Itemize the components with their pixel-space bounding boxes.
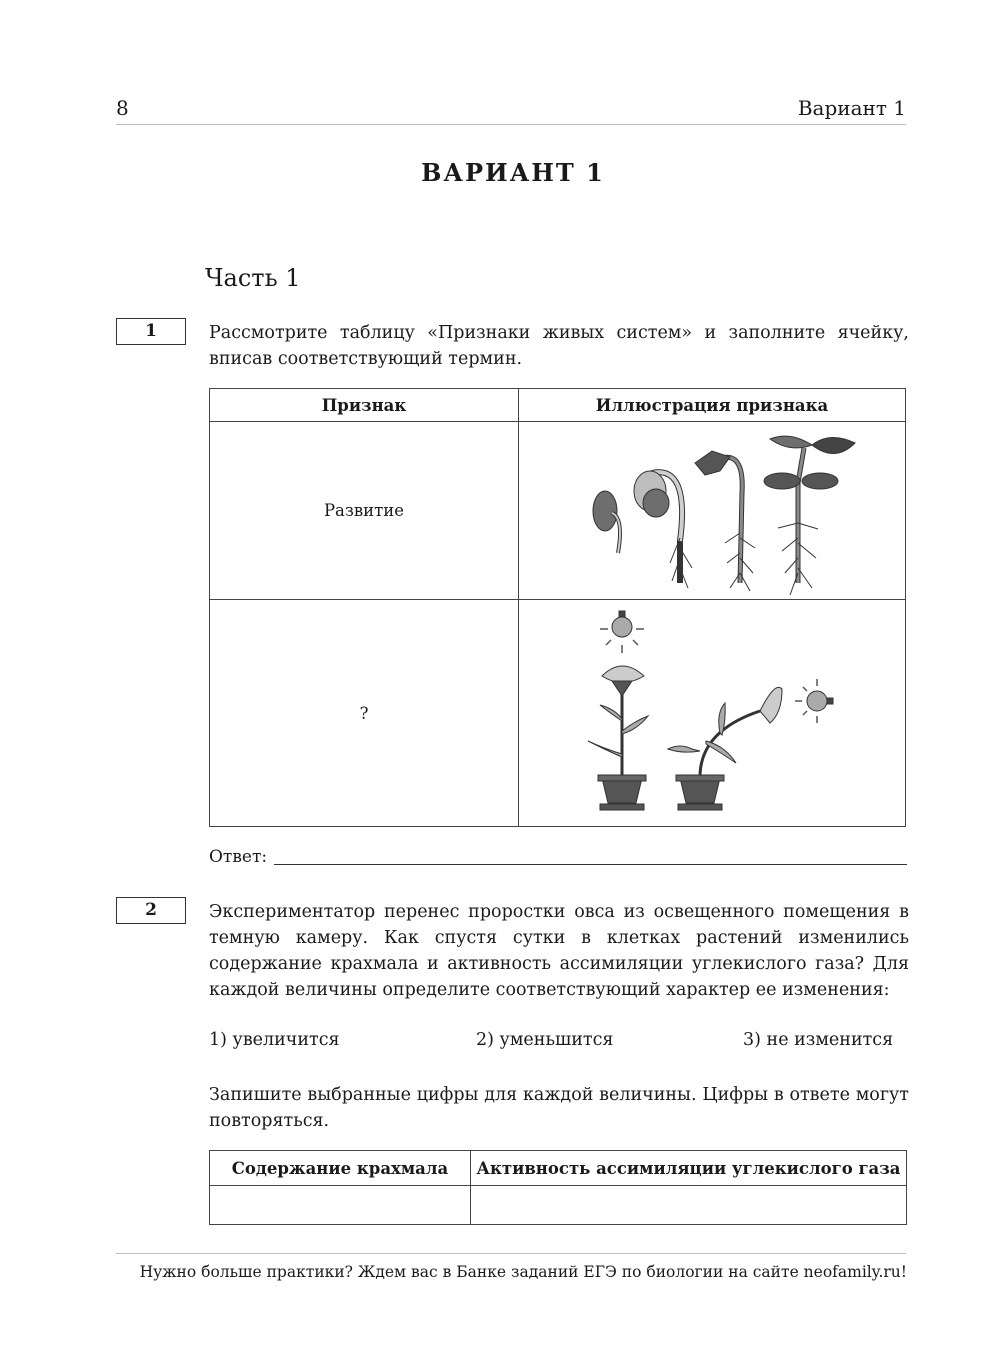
light-bulb-icon <box>795 679 833 723</box>
column-header: Содержание крахмала <box>210 1151 471 1186</box>
option-item: 2) уменьшится <box>476 1030 614 1050</box>
question-number-box: 1 <box>116 318 186 345</box>
sign-cell: ? <box>210 600 519 827</box>
sign-cell: Развитие <box>210 422 519 600</box>
page-title: ВАРИАНТ 1 <box>421 158 605 187</box>
phototropism-illustration <box>520 601 904 825</box>
table-row <box>210 1186 907 1225</box>
illustration-cell <box>519 600 906 827</box>
table-row <box>210 600 906 827</box>
header-divider <box>116 124 906 125</box>
answer-table <box>209 1150 907 1225</box>
footer-text: Нужно больше практики? Ждем вас в Банке заданий ЕГЭ по биологии на сайте neofamily.ru! <box>139 1263 907 1281</box>
option-item: 3) не изменится <box>743 1030 894 1050</box>
signs-table <box>209 388 906 827</box>
column-header: Иллюстрация признака <box>519 389 906 422</box>
table-row <box>210 422 906 600</box>
column-header: Активность ассимиляции углекислого газа <box>471 1151 907 1186</box>
page-number: 8 <box>116 96 129 120</box>
illustration-cell <box>519 422 906 600</box>
bean-seed-icon <box>593 491 617 531</box>
part-heading: Часть 1 <box>205 264 301 292</box>
answer-cell-starch[interactable] <box>210 1186 471 1225</box>
footer-divider <box>116 1253 906 1254</box>
column-header: Признак <box>210 389 519 422</box>
light-bulb-icon <box>600 611 644 653</box>
question-text: Рассмотрите таблицу «Признаки живых систем» и заполните ячейку, вписав соответствующий термин. <box>209 323 909 369</box>
answer-label: Ответ: <box>209 847 268 867</box>
running-title: Вариант 1 <box>797 96 906 120</box>
table-header-row <box>210 1151 907 1186</box>
option-item: 1) увеличится <box>209 1030 340 1050</box>
question-number-box: 2 <box>116 897 186 924</box>
table-header-row <box>210 389 906 422</box>
instruction-text: Запишите выбранные цифры для каждой величины. Цифры в ответе могут повторяться. <box>209 1085 909 1131</box>
answer-cell-co2[interactable] <box>471 1186 907 1225</box>
seedling-development-illustration <box>520 423 904 598</box>
question-text: Экспериментатор перенес проростки овса из освещенного помещения в темную камеру. Как спустя сутки в клетках растений изменились содержание крахмала и активность ассимиляции углекислого газа? Для каждой величины определите соответствующий характер ее изменения: <box>209 902 909 1000</box>
answer-input-line[interactable] <box>274 864 907 865</box>
